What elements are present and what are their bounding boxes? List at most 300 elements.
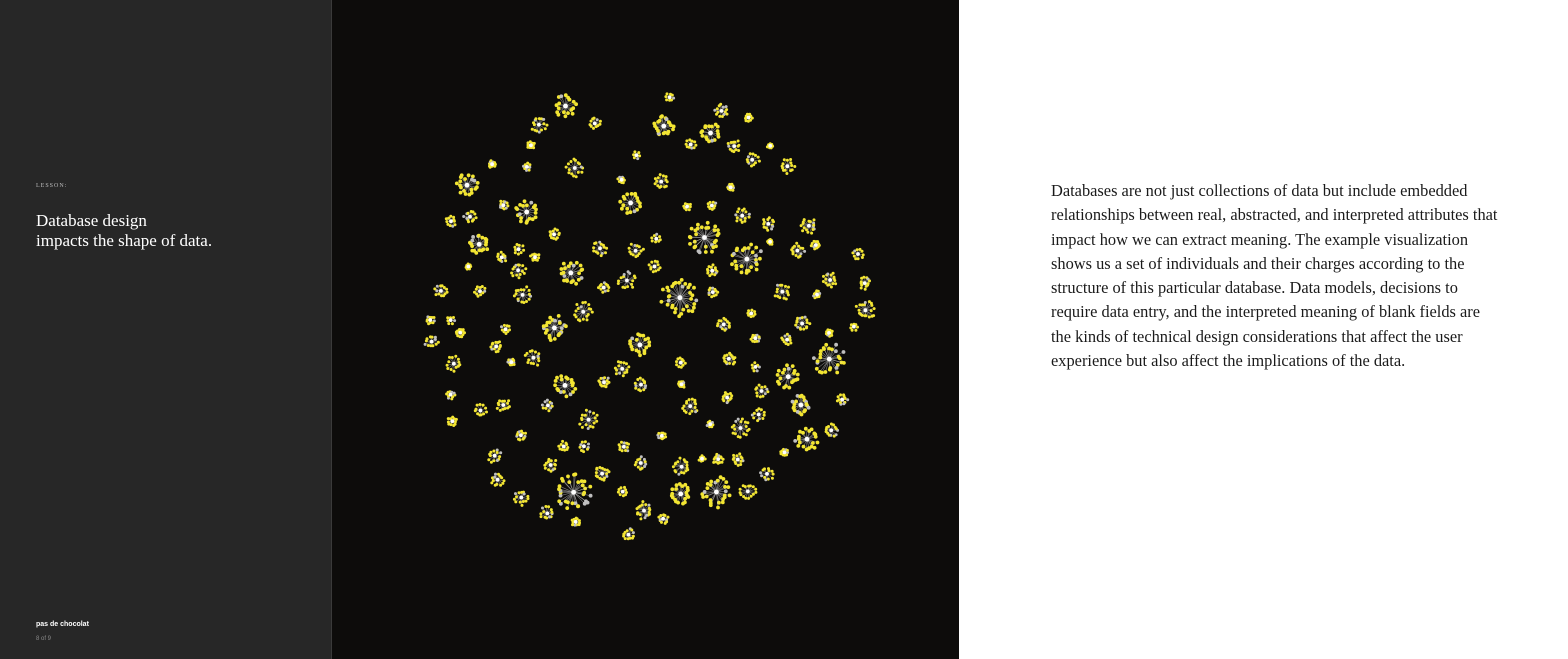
charge-node [626, 529, 629, 532]
charge-node [615, 372, 618, 375]
charge-node [805, 318, 808, 321]
charge-node [523, 493, 526, 496]
charge-node [688, 398, 691, 401]
charge-node [694, 410, 697, 413]
charge-node [577, 271, 581, 275]
charge-node [511, 274, 514, 277]
charge-node [686, 145, 689, 148]
individual-node [587, 418, 591, 422]
charge-node [447, 360, 450, 363]
individual-node [653, 265, 657, 269]
charge-node [580, 166, 583, 169]
charge-node [713, 109, 716, 112]
charge-node [519, 273, 522, 276]
charge-node [497, 253, 500, 256]
charge-node [475, 216, 478, 219]
node-cluster [726, 183, 735, 192]
charge-node [595, 474, 598, 477]
charge-node [619, 361, 622, 364]
charge-node [513, 498, 516, 501]
charge-node [744, 485, 747, 488]
charge-node [620, 441, 623, 444]
node-cluster [513, 491, 530, 507]
charge-node [691, 140, 694, 143]
charge-node [822, 275, 825, 278]
charge-node [664, 95, 667, 98]
charge-node [816, 441, 820, 445]
charge-node [659, 514, 662, 517]
charge-node [786, 159, 789, 162]
charge-node [542, 122, 545, 125]
charge-node [746, 158, 749, 161]
charge-node [485, 411, 488, 414]
charge-node [559, 94, 563, 98]
charge-node [508, 325, 511, 328]
charge-node [737, 464, 740, 467]
individual-node [524, 210, 529, 215]
charge-node [630, 243, 633, 246]
node-cluster [699, 123, 720, 144]
charge-node [671, 304, 675, 308]
charge-node [514, 206, 518, 210]
charge-node [445, 220, 448, 223]
charge-node [719, 103, 722, 106]
individual-node [760, 389, 764, 393]
charge-node [763, 411, 766, 414]
individual-node [659, 180, 663, 184]
charge-node [517, 289, 520, 292]
charge-node [479, 293, 482, 296]
node-cluster [555, 93, 578, 118]
individual-node [814, 243, 818, 247]
charge-node [719, 325, 722, 328]
charge-node [707, 205, 710, 208]
charge-node [680, 278, 684, 282]
charge-node [517, 438, 520, 441]
charge-node [445, 288, 448, 291]
charge-node [789, 158, 792, 161]
charge-node [842, 361, 846, 365]
charge-node [624, 449, 627, 452]
charge-node [691, 398, 694, 401]
charge-node [523, 199, 527, 203]
charge-node [514, 500, 517, 503]
charge-node [759, 471, 762, 474]
charge-node [522, 249, 525, 252]
individual-node [529, 143, 533, 147]
individual-node [768, 144, 772, 148]
charge-node [515, 495, 518, 498]
charge-node [492, 450, 495, 453]
charge-node [733, 356, 736, 359]
charge-node [758, 257, 762, 261]
individual-node [725, 396, 729, 400]
charge-node [782, 448, 785, 451]
charge-node [542, 118, 545, 121]
charge-node [704, 245, 708, 249]
charge-node [506, 407, 509, 410]
charge-node [628, 247, 631, 250]
charge-node [452, 216, 455, 219]
charge-node [733, 424, 736, 427]
charge-node [604, 251, 607, 254]
charge-node [618, 443, 621, 446]
node-cluster [539, 505, 553, 520]
charge-node [713, 228, 717, 232]
charge-node [424, 343, 427, 346]
charge-node [762, 218, 765, 221]
charge-node [656, 260, 659, 263]
charge-node [693, 246, 697, 250]
charge-node [547, 505, 550, 508]
charge-node [677, 473, 680, 476]
charge-node [654, 177, 657, 180]
charge-node [500, 251, 503, 254]
charge-node [727, 145, 730, 148]
charge-node [774, 294, 777, 297]
charge-node [868, 316, 871, 319]
charge-node [586, 448, 589, 451]
individual-node [450, 419, 454, 423]
charge-node [747, 155, 750, 158]
charge-node [691, 309, 695, 313]
charge-node [436, 285, 439, 288]
charge-node [662, 174, 665, 177]
charge-node [854, 329, 857, 332]
charge-node [723, 329, 726, 332]
charge-node [585, 409, 588, 412]
charge-node [531, 349, 534, 352]
charge-node [625, 207, 629, 211]
charge-node [657, 176, 660, 179]
charge-node [606, 379, 609, 382]
charge-node [574, 282, 578, 286]
node-cluster [578, 409, 598, 430]
charge-node [579, 443, 582, 446]
charge-node [706, 268, 709, 271]
charge-node [634, 276, 637, 279]
node-cluster [751, 361, 761, 372]
charge-node [632, 531, 635, 534]
charge-node [754, 154, 757, 157]
individual-node [754, 365, 758, 369]
charge-node [704, 250, 708, 254]
charge-node [453, 392, 456, 395]
charge-node [864, 288, 867, 291]
node-cluster [618, 441, 630, 453]
charge-node [459, 191, 463, 195]
charge-node [633, 209, 637, 213]
charge-node [803, 250, 806, 253]
node-cluster [445, 215, 457, 228]
charge-node [764, 392, 767, 395]
charge-node [537, 359, 540, 362]
charge-node [842, 402, 845, 405]
charge-node [520, 288, 523, 291]
charge-node [492, 479, 495, 482]
charge-node [675, 483, 679, 487]
charge-node [862, 276, 865, 279]
charge-node [668, 294, 672, 298]
node-cluster [685, 138, 698, 149]
individual-node [430, 340, 434, 344]
node-cluster [688, 221, 721, 254]
charge-node [771, 470, 774, 473]
charge-node [771, 477, 774, 480]
node-cluster [730, 243, 763, 275]
charge-node [434, 338, 437, 341]
charge-node [482, 404, 485, 407]
node-cluster [632, 150, 641, 160]
charge-node [805, 402, 809, 406]
charge-node [553, 463, 556, 466]
node-cluster [746, 309, 756, 319]
charge-node [870, 304, 873, 307]
individual-node [532, 356, 536, 360]
charge-node [476, 285, 479, 288]
charge-node [607, 377, 610, 380]
individual-node [750, 158, 754, 162]
charge-node [795, 242, 798, 245]
charge-node [634, 255, 637, 258]
charge-node [804, 427, 808, 431]
charge-node [681, 502, 685, 506]
charge-node [455, 366, 458, 369]
charge-node [692, 286, 696, 290]
individual-node [716, 457, 720, 461]
charge-node [549, 407, 552, 410]
node-cluster [790, 242, 806, 259]
individual-node [783, 451, 787, 455]
charge-node [706, 424, 709, 427]
charge-node [575, 175, 578, 178]
charge-node [755, 391, 758, 394]
node-cluster [708, 287, 720, 299]
charge-node [478, 248, 482, 252]
charge-node [500, 476, 503, 479]
charge-node [544, 467, 547, 470]
node-cluster [500, 324, 511, 335]
individual-node [680, 382, 684, 386]
node-cluster [681, 398, 698, 416]
charge-node [519, 220, 523, 224]
charge-node [597, 379, 600, 382]
charge-node [577, 278, 581, 282]
charge-node [499, 409, 502, 412]
charge-node [507, 399, 510, 402]
node-cluster [488, 159, 497, 169]
individual-node [852, 325, 856, 329]
charge-node [619, 493, 622, 496]
charge-node [635, 461, 638, 464]
charge-node [473, 179, 477, 183]
node-cluster [595, 466, 611, 482]
individual-node [660, 434, 664, 438]
node-cluster [529, 253, 540, 262]
node-cluster [774, 284, 790, 301]
charge-node [606, 284, 609, 287]
charge-node [739, 491, 742, 494]
charge-node [427, 322, 430, 325]
node-cluster [751, 407, 766, 422]
individual-node [468, 215, 472, 219]
charge-node [761, 417, 764, 420]
charge-node [587, 443, 590, 446]
individual-node [827, 357, 832, 362]
charge-node [870, 309, 873, 312]
charge-node [754, 254, 758, 258]
individual-node [766, 222, 770, 226]
charge-node [595, 125, 598, 128]
charge-node [647, 340, 651, 344]
charge-node [588, 485, 592, 489]
lesson-title [36, 211, 316, 251]
charge-node [496, 459, 499, 462]
charge-node [758, 160, 761, 163]
node-cluster [849, 323, 859, 332]
individual-node [465, 183, 470, 188]
charge-node [688, 235, 692, 239]
charge-node [716, 107, 719, 110]
charge-node [573, 313, 576, 316]
charge-node [575, 303, 578, 306]
charge-node [626, 285, 629, 288]
node-cluster [543, 458, 557, 473]
charge-node [802, 410, 806, 414]
charge-node [737, 207, 740, 210]
charge-node [571, 112, 575, 116]
individual-node [749, 312, 753, 316]
charge-node [603, 376, 606, 379]
charge-node [665, 175, 668, 178]
charge-node [675, 360, 678, 363]
individual-node [439, 289, 443, 293]
charge-node [455, 418, 458, 421]
charge-node [776, 373, 780, 377]
node-cluster [781, 158, 797, 175]
charge-node [639, 517, 642, 520]
charge-node [484, 240, 488, 244]
charge-node [779, 376, 783, 380]
charge-node [460, 173, 464, 177]
charge-node [498, 340, 501, 343]
charge-node [733, 141, 736, 144]
individual-node [815, 293, 819, 297]
charge-node [503, 479, 506, 482]
charge-node [513, 246, 516, 249]
node-cluster [455, 328, 466, 338]
charge-node [499, 200, 502, 203]
charge-node [549, 230, 552, 233]
charge-node [713, 240, 717, 244]
charge-node [451, 356, 454, 359]
node-cluster [762, 216, 775, 232]
charge-node [782, 162, 785, 165]
charge-node [571, 381, 575, 385]
charge-node [518, 491, 521, 494]
charge-node [805, 448, 809, 452]
charge-node [751, 250, 755, 254]
charge-node [770, 228, 773, 231]
charge-node [534, 351, 537, 354]
charge-node [679, 457, 682, 460]
charge-node [498, 455, 501, 458]
charge-node [786, 449, 789, 452]
charge-node [734, 213, 737, 216]
charge-node [671, 127, 675, 131]
charge-node [664, 433, 667, 436]
charge-node [736, 216, 739, 219]
charge-node [470, 239, 474, 243]
charge-node [534, 211, 538, 215]
charge-node [652, 122, 656, 126]
charge-node [671, 94, 674, 97]
charge-node [648, 508, 651, 511]
individual-node [714, 490, 719, 495]
individual-node [678, 492, 683, 497]
charge-node [477, 234, 481, 238]
charge-node [496, 407, 499, 410]
charge-node [674, 307, 678, 311]
charge-node [688, 283, 692, 287]
charge-node [771, 225, 774, 228]
node-cluster [722, 352, 736, 366]
charge-node [797, 435, 801, 439]
charge-node [700, 129, 704, 133]
charge-node [595, 467, 598, 470]
charge-node [447, 322, 450, 325]
individual-node [702, 235, 707, 240]
charge-node [694, 403, 697, 406]
charge-node [503, 255, 506, 258]
charge-node [714, 289, 717, 292]
node-cluster [557, 440, 569, 452]
charge-node [700, 225, 704, 229]
charge-node [664, 522, 667, 525]
charge-node [457, 358, 460, 361]
charge-node [599, 120, 602, 123]
charge-node [500, 325, 503, 328]
individual-node [519, 496, 523, 500]
node-cluster [800, 218, 816, 235]
charge-node [681, 308, 685, 312]
charge-node [467, 212, 470, 215]
charge-node [446, 223, 449, 226]
individual-node [502, 203, 506, 207]
node-cluster [573, 301, 594, 322]
charge-node [685, 491, 689, 495]
charge-node [562, 110, 566, 114]
charge-node [493, 476, 496, 479]
charge-node [654, 182, 657, 185]
charge-node [749, 243, 753, 247]
charge-node [559, 448, 562, 451]
charge-node [732, 363, 735, 366]
node-cluster [446, 316, 456, 325]
charge-node [595, 420, 598, 423]
charge-node [553, 383, 557, 387]
charge-node [796, 444, 800, 448]
charge-node [737, 149, 740, 152]
node-cluster [825, 423, 840, 438]
charge-node [537, 253, 540, 256]
charge-node [555, 387, 559, 391]
charge-node [568, 168, 571, 171]
charge-node [873, 307, 876, 310]
charge-node [655, 180, 658, 183]
node-cluster [506, 358, 515, 367]
node-cluster [597, 376, 610, 388]
